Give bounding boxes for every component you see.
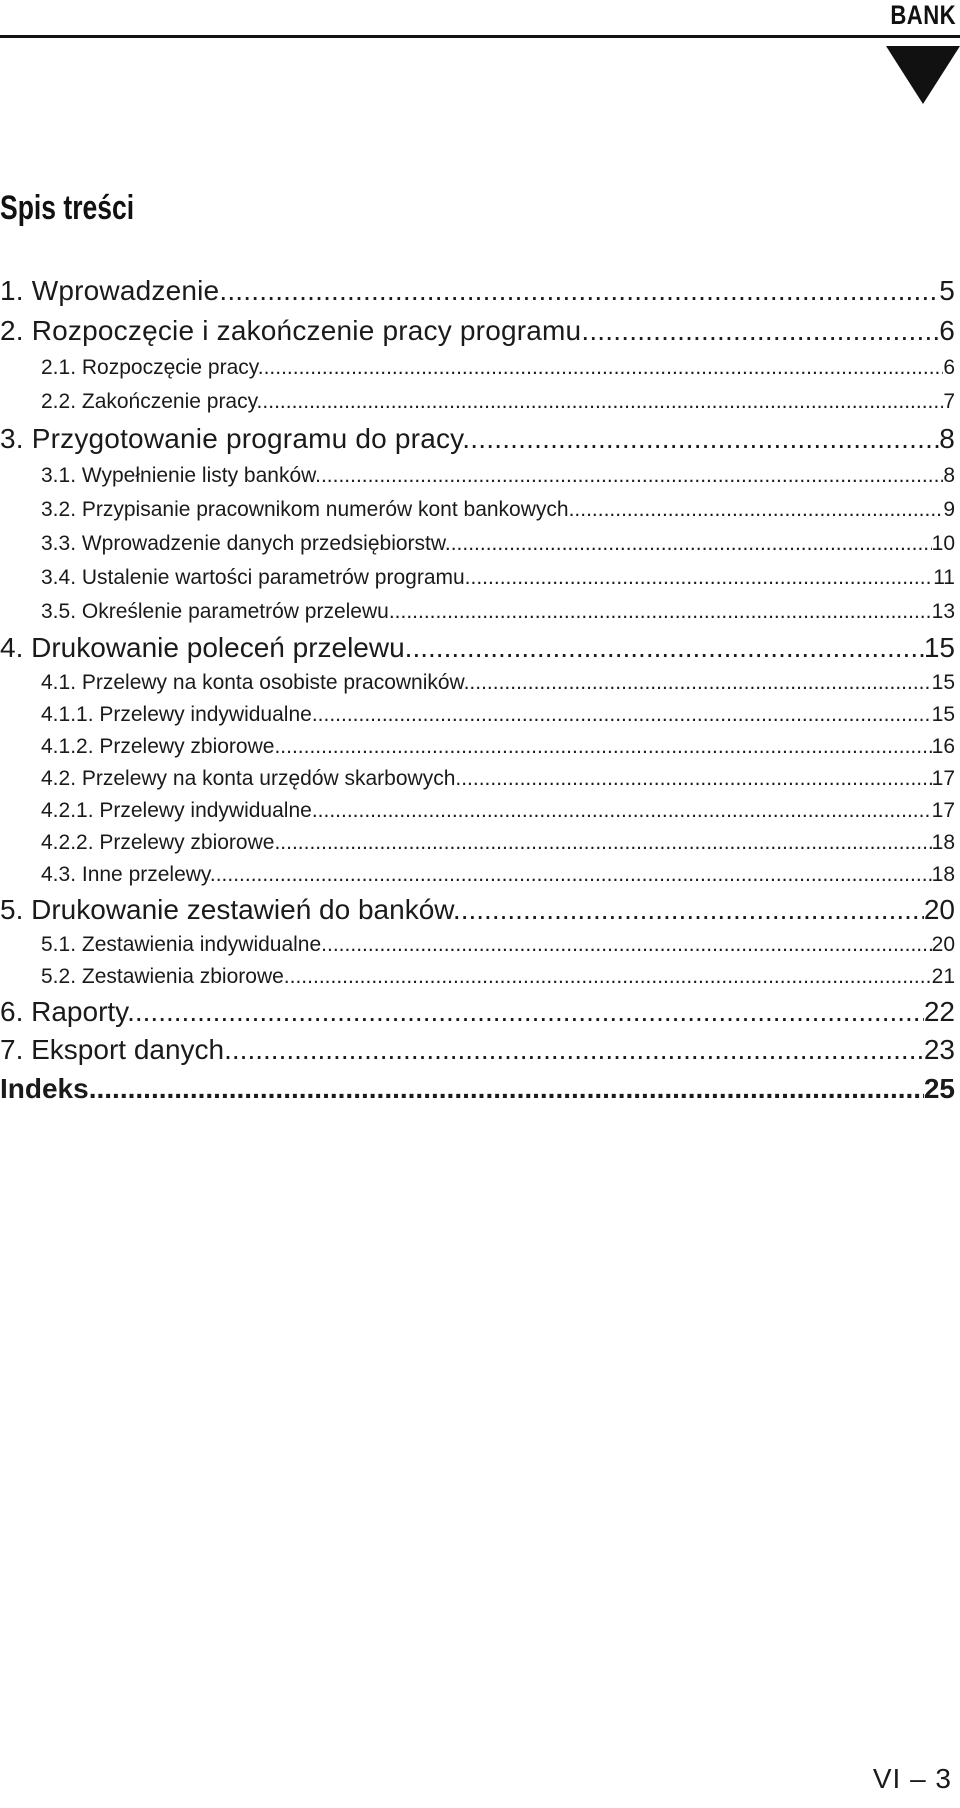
toc-leader [264, 351, 944, 385]
toc-page-number: 18 [931, 863, 955, 886]
toc-entry-text: 3.3. Wprowadzenie danych przedsiębiorstw. [41, 532, 451, 555]
toc-entry-text: 3. Przygotowanie programu do pracy. [0, 423, 471, 454]
toc-leader [470, 419, 939, 459]
header-divider [0, 35, 960, 38]
toc-entry[interactable] [0, 795, 955, 827]
toc-entry[interactable] [0, 561, 955, 595]
toc-entry-text: 4.1. Przelewy na konta osobiste pracowników. [41, 671, 470, 694]
toc-entry-text: 5.2. Zestawienia zbiorowe. [41, 965, 290, 988]
toc-entry-index[interactable] [0, 1069, 955, 1109]
toc-entry[interactable] [0, 629, 955, 667]
toc-leader [262, 385, 943, 419]
toc-page-number: 20 [923, 894, 955, 925]
toc-entry-text: 6. Raporty. [0, 996, 135, 1027]
toc-leader [232, 1031, 924, 1069]
toc-entry-text: 3.2. Przypisanie pracownikom numerów kont bankowych. [41, 498, 575, 521]
toc-entry-text: 4.2. Przelewy na konta urzędów skarbowych. [41, 767, 462, 790]
toc-page-number: 6 [939, 315, 955, 346]
toc-entry-text: 3.1. Wypełnienie listy banków. [41, 464, 321, 487]
toc-leader [321, 459, 943, 493]
toc-entry[interactable] [0, 667, 955, 699]
toc-leader [574, 493, 943, 527]
toc-leader [451, 527, 932, 561]
toc-leader [461, 891, 924, 929]
toc-entry-text: 4.2.1. Przelewy indywidualne. [41, 799, 318, 822]
toc-entry-text: 1. Wprowadzenie. [0, 275, 228, 306]
toc-entry[interactable] [0, 891, 955, 929]
toc-entry-text: 4. Drukowanie poleceń przelewu. [0, 632, 413, 663]
toc-entry[interactable] [0, 351, 955, 385]
toc-page-number: 17 [931, 767, 955, 790]
toc-entry[interactable] [0, 527, 955, 561]
toc-page-number: 15 [931, 703, 955, 726]
toc-page-number: 11 [933, 566, 955, 589]
toc-entry[interactable] [0, 763, 955, 795]
toc-page-number: 18 [931, 831, 955, 854]
toc-leader [318, 699, 932, 731]
toc-entry-text: 5.1. Zestawienia indywidualne. [41, 933, 328, 956]
toc-page-number: 21 [931, 965, 955, 988]
toc-page-number: 23 [923, 1034, 955, 1065]
toc-entry[interactable] [0, 493, 955, 527]
toc-entry-text: 4.1.2. Przelewy zbiorowe. [41, 735, 281, 758]
toc-leader [589, 311, 939, 351]
toc-leader [471, 561, 934, 595]
toc-entry-text: 3.4. Ustalenie wartości parametrów programu. [41, 566, 471, 589]
toc-leader [135, 993, 924, 1031]
toc-page-number: 10 [931, 532, 955, 555]
toc-page-number: 15 [931, 671, 955, 694]
toc-leader [290, 961, 932, 993]
toc-page-number: 13 [931, 600, 955, 623]
toc-page-number: 15 [923, 632, 955, 663]
toc-entry[interactable] [0, 859, 955, 891]
toc-entry[interactable] [0, 311, 955, 351]
triangle-down-icon [886, 46, 960, 104]
toc-entry-text: 2. Rozpoczęcie i zakończenie pracy programu. [0, 315, 590, 346]
toc-page-number: 8 [939, 423, 955, 454]
toc-page-number: 22 [923, 996, 955, 1027]
toc-leader [461, 763, 931, 795]
toc-entry[interactable] [0, 271, 955, 311]
page-number: VI – 3 [872, 1763, 952, 1794]
toc-leader [395, 595, 932, 629]
toc-entry[interactable] [0, 385, 955, 419]
toc-entry[interactable] [0, 961, 955, 993]
toc-page-number: 16 [931, 735, 955, 758]
toc-leader [469, 667, 931, 699]
toc-entry[interactable] [0, 929, 955, 961]
toc-entry-text: 4.3. Inne przelewy. [41, 863, 216, 886]
toc-leader [280, 827, 931, 859]
toc-leader [412, 629, 923, 667]
toc-page-number: 5 [939, 275, 955, 306]
toc-entry-text: 4.1.1. Przelewy indywidualne. [41, 703, 318, 726]
toc-entry-text: 3.5. Określenie parametrów przelewu. [41, 600, 395, 623]
toc-entry-text: 4.2.2. Przelewy zbiorowe. [41, 831, 281, 854]
toc-page-number: 9 [943, 498, 955, 521]
toc-title: Spis treści [0, 189, 135, 227]
toc-entry[interactable] [0, 419, 955, 459]
toc-entry[interactable] [0, 595, 955, 629]
toc-page-number: 6 [943, 356, 955, 379]
toc-page-number: 7 [943, 390, 955, 413]
toc-entry[interactable] [0, 731, 955, 763]
table-of-contents [0, 271, 955, 1109]
toc-entry[interactable] [0, 993, 955, 1031]
toc-leader [318, 795, 932, 827]
toc-page-number: 20 [931, 933, 955, 956]
toc-page-number: 8 [943, 464, 955, 487]
toc-entry-text: Indeks. [0, 1073, 97, 1104]
toc-page-number: 17 [931, 799, 955, 822]
toc-leader [227, 271, 939, 311]
section-label: BANK [890, 0, 956, 30]
toc-page-number: 25 [923, 1073, 955, 1104]
toc-entry-text: 5. Drukowanie zestawień do banków. [0, 894, 461, 925]
toc-entry[interactable] [0, 459, 955, 493]
toc-leader [216, 859, 932, 891]
toc-entry[interactable] [0, 827, 955, 859]
toc-entry[interactable] [0, 1031, 955, 1069]
toc-entry-text: 7. Eksport danych. [0, 1034, 232, 1065]
toc-leader [327, 929, 932, 961]
toc-entry-text: 2.1. Rozpoczęcie pracy. [41, 356, 264, 379]
toc-leader [280, 731, 931, 763]
toc-entry[interactable] [0, 699, 955, 731]
toc-leader [96, 1069, 923, 1109]
toc-entry-text: 2.2. Zakończenie pracy. [41, 390, 263, 413]
